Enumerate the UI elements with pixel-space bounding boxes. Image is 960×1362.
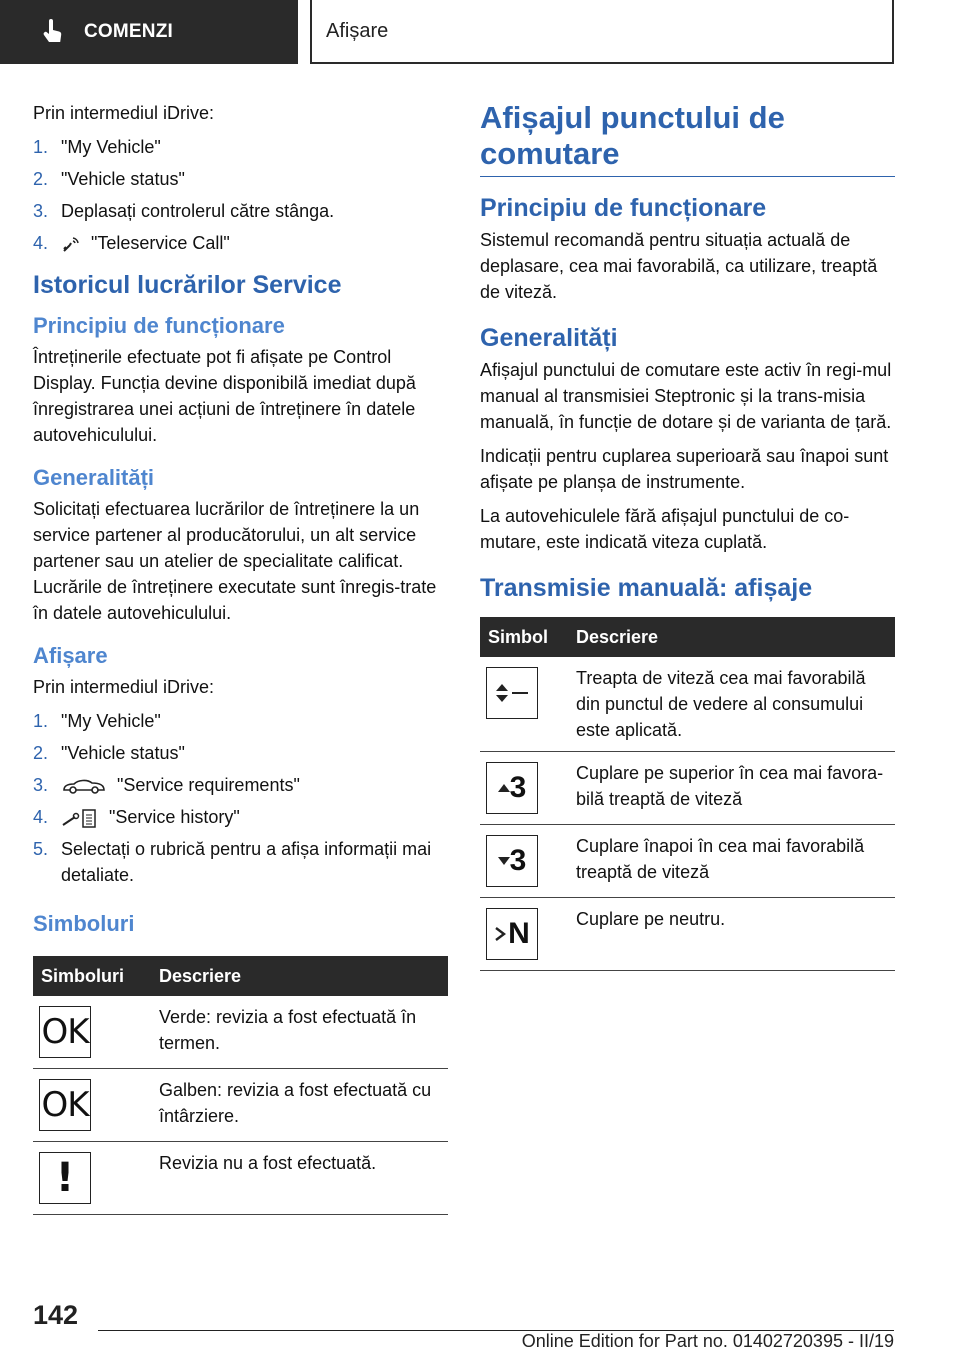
optimal-gear-icon — [486, 667, 538, 719]
steps-list-2 — [33, 708, 448, 888]
list-item: 4. "Teleservice Call" — [33, 233, 230, 253]
table-header-description: Descriere — [151, 956, 448, 996]
car-icon — [61, 776, 107, 796]
heading-service-history: Istoricul lucrărilor Service — [33, 271, 342, 299]
principle-text: Întreținerile efectuate pot fi afișate pe Control Display. Funcția devine disponibilă imediat după înregistrarea unei acțiuni de întreținere în datele autovehiculului. — [33, 347, 416, 445]
left-column — [33, 100, 448, 1215]
chapter-tab[interactable] — [0, 0, 298, 64]
table-row: OK Verde: revizia a fost efectuată în termen. — [33, 996, 448, 1069]
principle-text-right: Sistemul recomandă pentru situația actuală de deplasare, cea mai favorabilă, ca utilizare, treaptă de viteză. — [480, 230, 878, 302]
right-column — [480, 100, 895, 971]
heading-shift-point: Afișajul punctului de comutare — [480, 100, 785, 171]
section-title: Afișare — [310, 0, 894, 64]
service-history-icon — [61, 807, 99, 829]
heading-manual-transmission: Transmisie manuală: afișaje — [480, 574, 813, 602]
page-number: 142 — [33, 1300, 79, 1330]
table-header-symbols: Simboluri — [33, 956, 151, 996]
heading-display: Afișare — [33, 643, 108, 668]
general-text-2: Indicații pentru cuplarea superioară sau înapoi sunt afișate pe planșa de instrumente. — [480, 446, 889, 492]
ok-yellow-icon: OK — [39, 1079, 91, 1131]
list-item: 2. "Vehicle status" — [33, 743, 185, 763]
table-row: 3 Cuplare înapoi în cea mai favorabilă treaptă de viteză — [480, 825, 895, 898]
gear-symbols-table — [480, 617, 895, 971]
general-text: Solicitați efectuarea lucrărilor de întreținere la un service partener al producătorului, un alt service partener sau un atelier de specialitate calificat. Lucrările de întreținere executate sunt înregis‐trate în datele autovehiculului. — [33, 499, 437, 623]
table-header-symbol: Simbol — [480, 617, 568, 657]
ok-green-icon: OK — [39, 1006, 91, 1058]
table-row: N Cuplare pe neutru. — [480, 898, 895, 971]
teleservice-icon — [61, 234, 81, 254]
heading-symbols: Simboluri — [33, 911, 135, 936]
edition-line: Online Edition for Part no. 01402720395 - II/19 — [521, 1331, 894, 1351]
table-row: OK Galben: revizia a fost efectuată cu întârziere. — [33, 1069, 448, 1142]
list-item: 1. "My Vehicle" — [33, 711, 161, 731]
symbols-table — [33, 956, 448, 1215]
downshift-icon: 3 — [486, 835, 538, 887]
list-item: 1. "My Vehicle" — [33, 137, 161, 157]
chapter-tab-label: COMENZI — [84, 21, 174, 42]
table-row: Treapta de viteză cea mai favorabilă din punctul de vedere al consumului este aplicată. — [480, 657, 895, 752]
intro-text-2: Prin intermediul iDrive: — [33, 677, 215, 697]
heading-principle: Principiu de funcționare — [33, 313, 285, 338]
table-header-description: Descriere — [568, 617, 895, 657]
exclamation-icon: ! — [39, 1152, 91, 1204]
general-text-3: La autovehiculele fără afișajul punctului de co‐mutare, este indicată viteza cuplată. — [480, 506, 850, 552]
list-item: 3. Deplasați controlerul către stânga. — [33, 201, 335, 221]
list-item: 3. "Service requirements" — [33, 775, 300, 795]
neutral-icon: N — [486, 908, 538, 960]
intro-text: Prin intermediul iDrive: — [33, 103, 215, 123]
heading-general-right: Generalități — [480, 324, 618, 352]
heading-principle-right: Principiu de funcționare — [480, 194, 767, 222]
table-row: ! Revizia nu a fost efectuată. — [33, 1142, 448, 1215]
list-item: 2. "Vehicle status" — [33, 169, 185, 189]
steps-list-1 — [33, 134, 448, 256]
general-text-1: Afișajul punctului de comutare este activ în regi‐mul manual al transmisiei Steptronic și la trans‐misia manuală, în funcție de dotare și de varianta de țară. — [480, 360, 892, 432]
hand-pointer-icon — [38, 17, 68, 47]
list-item: 5. Selectați o rubrică pentru a afișa informații mai detaliate. — [33, 839, 432, 885]
upshift-icon: 3 — [486, 762, 538, 814]
table-row: 3 Cuplare pe superior în cea mai favora‐bilă treaptă de viteză — [480, 752, 895, 825]
list-item: 4. "Service history" — [33, 804, 448, 830]
heading-general: Generalități — [33, 465, 155, 490]
